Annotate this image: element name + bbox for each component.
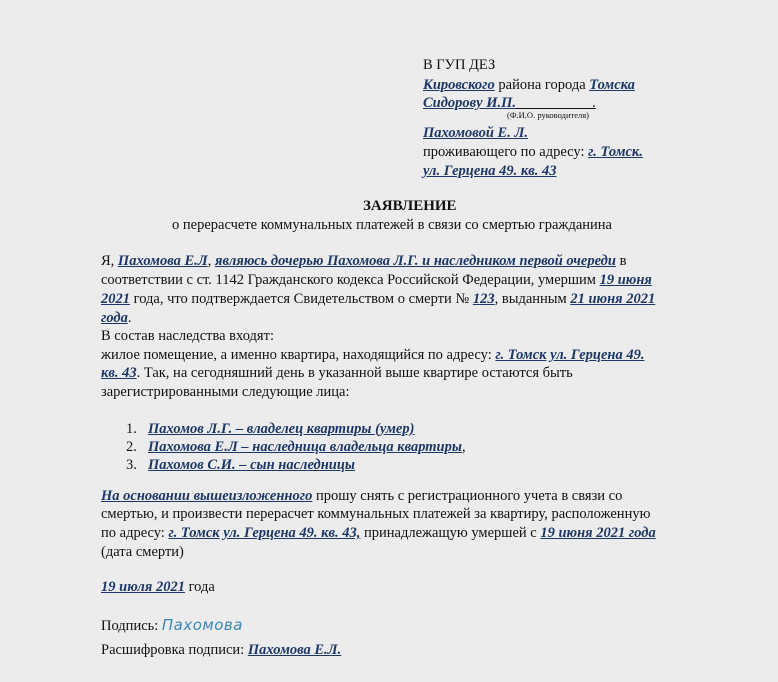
request-line-3 bbox=[101, 524, 656, 542]
person-field: Пахомов С.И. – сын наследницы bbox=[148, 457, 355, 473]
body-line-7 bbox=[101, 364, 573, 382]
page-title: ЗАЯВЛЕНИЕ bbox=[363, 198, 457, 214]
text: Я, bbox=[101, 253, 118, 269]
list-number: 3. bbox=[126, 457, 137, 473]
body-line-5: В состав наследства входят: bbox=[101, 328, 274, 344]
body-line-4 bbox=[101, 309, 131, 327]
signature-decode-label: Расшифровка подписи: bbox=[101, 642, 248, 658]
residing-line bbox=[423, 143, 643, 161]
signature-label: Подпись: bbox=[101, 618, 162, 634]
text: прошу снять с регистрационного учета в связи со bbox=[312, 488, 623, 504]
body-line-3 bbox=[101, 290, 655, 308]
certificate-number-field: 123 bbox=[472, 291, 495, 307]
text: года bbox=[184, 579, 215, 595]
body-line-1 bbox=[101, 252, 626, 270]
applicant-field: Пахомова Е.Л bbox=[117, 253, 208, 269]
request-address-field: ул. Герцена 49. кв. 43, bbox=[223, 525, 361, 541]
list-item bbox=[126, 438, 466, 456]
text: . Так, на сегодняшний день в указанной выше квартире остаются быть bbox=[136, 365, 573, 381]
death-date-field: 19 июня bbox=[599, 272, 652, 288]
document-date-field: 19 июля 2021 bbox=[101, 579, 185, 595]
request-line-1 bbox=[101, 487, 622, 505]
list-item bbox=[126, 456, 355, 474]
page-subtitle: о перерасчете коммунальных платежей в связи со смертью гражданина bbox=[172, 217, 612, 233]
list-number: 2. bbox=[126, 439, 137, 455]
addressee-org: В ГУП ДЕЗ bbox=[423, 57, 496, 73]
text: соответствии с ст. 1142 Гражданского кодекса Российской Федерации, умершим bbox=[101, 272, 600, 288]
signature-decode-line bbox=[101, 641, 341, 659]
list-item bbox=[126, 420, 414, 438]
person-field: Пахомова Е.Л – наследница владельца квартиры bbox=[148, 439, 462, 455]
body-line-2 bbox=[101, 271, 652, 289]
district-field: Кировского bbox=[423, 77, 495, 93]
person-field: Пахомов Л.Г. – владелец квартиры (умер) bbox=[148, 421, 415, 437]
text: , выданным bbox=[494, 291, 571, 307]
text: , bbox=[207, 253, 215, 269]
relationship-field: являюсь дочерью Пахомова Л.Г. и наследником первой очереди bbox=[214, 253, 616, 269]
certificate-year-field: года bbox=[101, 310, 128, 326]
district-text: района города bbox=[494, 77, 590, 93]
applicant-name-field: Пахомовой Е. Л. bbox=[423, 125, 529, 141]
text: , bbox=[461, 439, 466, 455]
estate-street-field: ул. Герцена 49. bbox=[550, 347, 645, 363]
signature: Пахомова bbox=[161, 616, 243, 634]
document-date-line bbox=[101, 578, 215, 596]
head-name-field: Сидорову И.П. bbox=[423, 95, 517, 111]
address-street-line bbox=[423, 162, 557, 180]
addressee-district-line bbox=[423, 76, 635, 94]
basis-field: На основании вышеизложенного bbox=[101, 488, 313, 504]
body-line-8: зарегистрированными следующие лица: bbox=[101, 384, 350, 400]
list-number: 1. bbox=[126, 421, 137, 437]
signature-decode-field: Пахомова Е.Л. bbox=[247, 642, 342, 658]
request-date-field: 19 июня 2021 года bbox=[540, 525, 656, 541]
text: в bbox=[615, 253, 627, 269]
head-name-note: (Ф.И.О. руководителя) bbox=[507, 110, 589, 120]
request-city-field: г. Томск bbox=[168, 525, 220, 541]
signature-line bbox=[101, 616, 243, 635]
request-line-4: (дата смерти) bbox=[101, 544, 184, 560]
address-street-field: ул. Герцена 49. кв. 43 bbox=[423, 163, 557, 179]
body-line-6 bbox=[101, 346, 644, 364]
request-line-2: смертью, и произвести перерасчет коммунальных платежей за квартиру, расположенную bbox=[101, 506, 651, 522]
applicant-name-line bbox=[423, 124, 528, 142]
text: жилое помещение, а именно квартира, находящийся по адресу: bbox=[101, 347, 496, 363]
estate-apartment-field: кв. 43 bbox=[101, 365, 137, 381]
residing-text: проживающего по адресу: bbox=[423, 144, 589, 160]
death-year-field: 2021 bbox=[101, 291, 130, 307]
certificate-date-field: 21 июня 2021 bbox=[570, 291, 656, 307]
estate-city-field: г. Томск bbox=[495, 347, 547, 363]
address-city-field: г. Томск. bbox=[588, 144, 643, 160]
text: года, что подтверждается Свидетельством о смерти № bbox=[130, 291, 473, 307]
text: . bbox=[127, 310, 132, 326]
text: по адресу: bbox=[101, 525, 169, 541]
city-field: Томска bbox=[589, 77, 635, 93]
text: принадлежащую умершей с bbox=[360, 525, 541, 541]
head-name-underline: . bbox=[516, 95, 596, 111]
